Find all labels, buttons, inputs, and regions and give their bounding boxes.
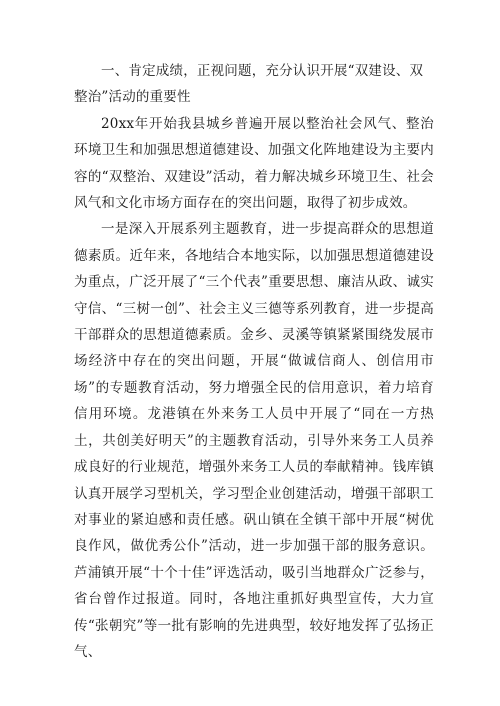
body-paragraph: 一是深入开展系列主题教育，进一步提高群众的思想道德素质。近年来，各地结合本地实际，以加强思想道德建设为重点，广泛开展了“三个代表”重要思想、廉洁从政、诚实守信、“三树一创”、社会主义三德等系列教育，进一步提高干部群众的思想道德素质。金乡、灵溪等镇紧紧围绕发展市场经济中存在的突出问题，开展“做诚信商人、创信用市场”的专题教育活动，努力增强全民的信用意识，着力培育信用环境。龙港镇在外来务工人员中开展了“同在一方热土，共创美好明天”的主题教育活动，引导外来务工人员养成良好的行业规范，增强外来务工人员的奉献精神。钱库镇认真开展学习型机关，学习型企业创建活动，增强干部职工对事业的紧迫感和责任感。矾山镇在全镇干部中开展“树优良作风，做优秀公仆”活动，进一步加强干部的服务意识。芦浦镇开展“十个十佳”评选活动，吸引当地群众广泛参与，省台曾作过报道。同时，各地注重抓好典型宣传，大力宣传“张朝究”等一批有影响的先进典型，较好地发挥了弘扬正气、 bbox=[74, 221, 434, 660]
section-heading: 一、肯定成绩，正视问题，充分认识开展“双建设、双整治”活动的重要性 bbox=[74, 63, 424, 106]
intro-paragraph: 20xx年开始我县城乡普遍开展以整治社会风气、整治环境卫生和加强思想道德建设、加强文化阵地建设为主要内容的“双整治、双建设”活动，着力解决城乡环境卫生、社会风气和文化市场方面存在的突出问题，取得了初步成效。 bbox=[74, 115, 434, 212]
document-body bbox=[74, 58, 434, 665]
